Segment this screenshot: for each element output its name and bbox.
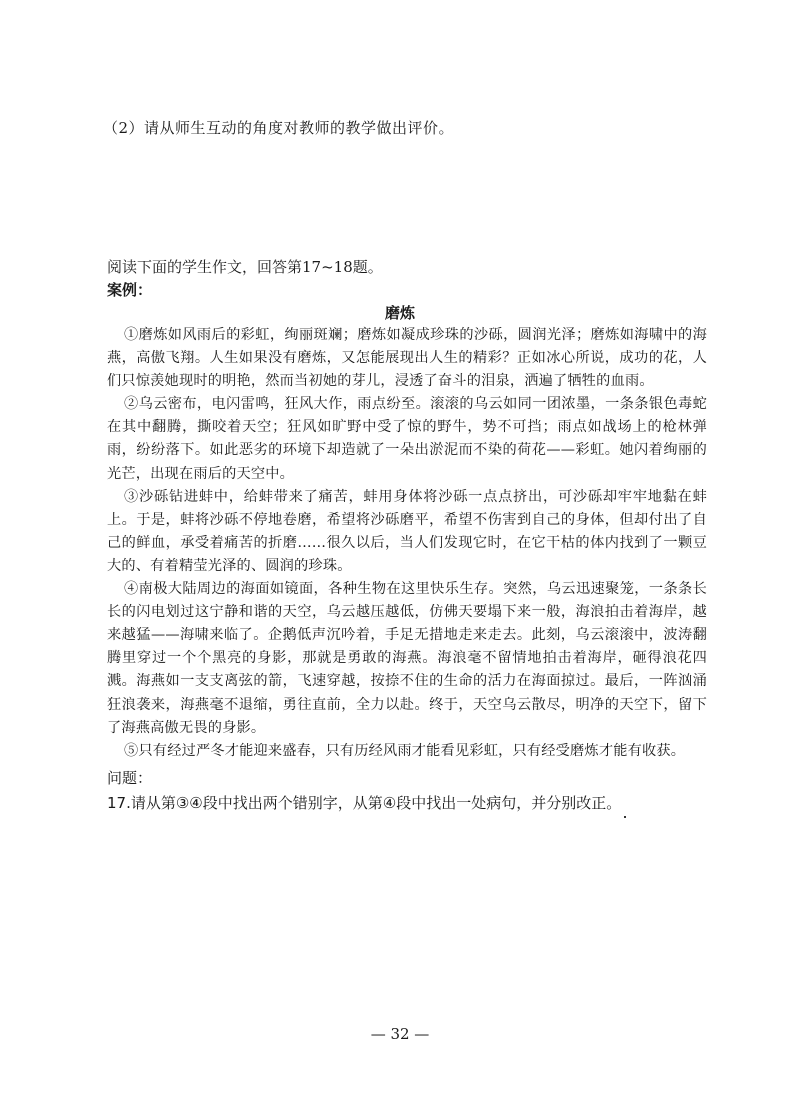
question-17-prompt: 17.请从第③④段中找出两个错别字，从第④段中找出一处病句，并分别改正。 [107, 794, 622, 812]
page-number: — 32 — [370, 1025, 430, 1043]
essay-paragraph-1: ①磨炼如风雨后的彩虹，绚丽斑斓；磨炼如凝成珍珠的沙砾，圆润光泽；磨炼如海啸中的海燕，高傲飞翔。人生如果没有磨炼，又怎能展现出人生的精彩？正如冰心所说，成功的花，人们只惊羡她现时的明艳，然而当初她的芽儿，浸透了奋斗的泪泉，洒遍了牺牲的血雨。 [107, 327, 707, 390]
case-label: 案例： [107, 281, 153, 299]
essay-paragraph-2: ②乌云密布，电闪雷鸣，狂风大作，雨点纷至。滚滚的乌云如同一团浓墨，一条条银色毒蛇在其中翻腾，撕咬着天空；狂风如旷野中受了惊的野牛，势不可挡；雨点如战场上的枪林弹雨，纷纷落下。如此恶劣的环境下却造就了一朵出淤泥而不染的荷花——彩虹。她闪着绚丽的光芒，出现在雨后的天空中。 [107, 396, 707, 482]
essay-title: 磨炼 [384, 304, 415, 322]
essay-body [107, 324, 707, 763]
essay-paragraph-5: ⑤只有经过严冬才能迎来盛春，只有历经风雨才能看见彩虹，只有经受磨炼才能有收获。 [124, 742, 686, 759]
essay-paragraph-4: ④南极大陆周边的海面如镜面，各种生物在这里快乐生存。突然，乌云迅速聚笼，一条条长长的闪电划过这宁静和谐的天空，乌云越压越低，仿佛天要塌下来一般，海浪拍击着海岸，越来越猛——海啸来临了。企鹅低声沉吟着，手足无措地走来走去。此刻，乌云滚滚中，波涛翻腾里穿过一个个黑亮的身影，那就是勇敢的海燕。海浪毫不留情地拍击着海岸，砸得浪花四溅。海燕如一支支离弦的箭，飞速穿越，按捺不住的生命的活力在海面掠过。最后，一阵汹涌狂浪袭来，海燕毫不退缩，勇往直前，全力以赴。终于，天空乌云散尽，明净的天空下，留下了海燕高傲无畏的身影。 [107, 581, 707, 736]
question-label: 问题： [107, 769, 153, 787]
scan-speck [624, 816, 626, 818]
essay-paragraph-3: ③沙砾钻进蚌中，给蚌带来了痛苦，蚌用身体将沙砾一点点挤出，可沙砾却牢牢地黏在蚌上。于是，蚌将沙砾不停地卷磨，希望将沙砾磨平，希望不伤害到自己的身体，但却付出了自己的鲜血，承受着痛苦的折磨……很久以后，当人们发现它时，在它干枯的体内找到了一颗豆大的、有着精莹光泽的、圆润的珍珠。 [107, 488, 707, 574]
question-2-prompt: （2）请从师生互动的角度对教师的教学做出评价。 [103, 119, 455, 137]
reading-intro: 阅读下面的学生作文，回答第17~18题。 [107, 258, 383, 276]
